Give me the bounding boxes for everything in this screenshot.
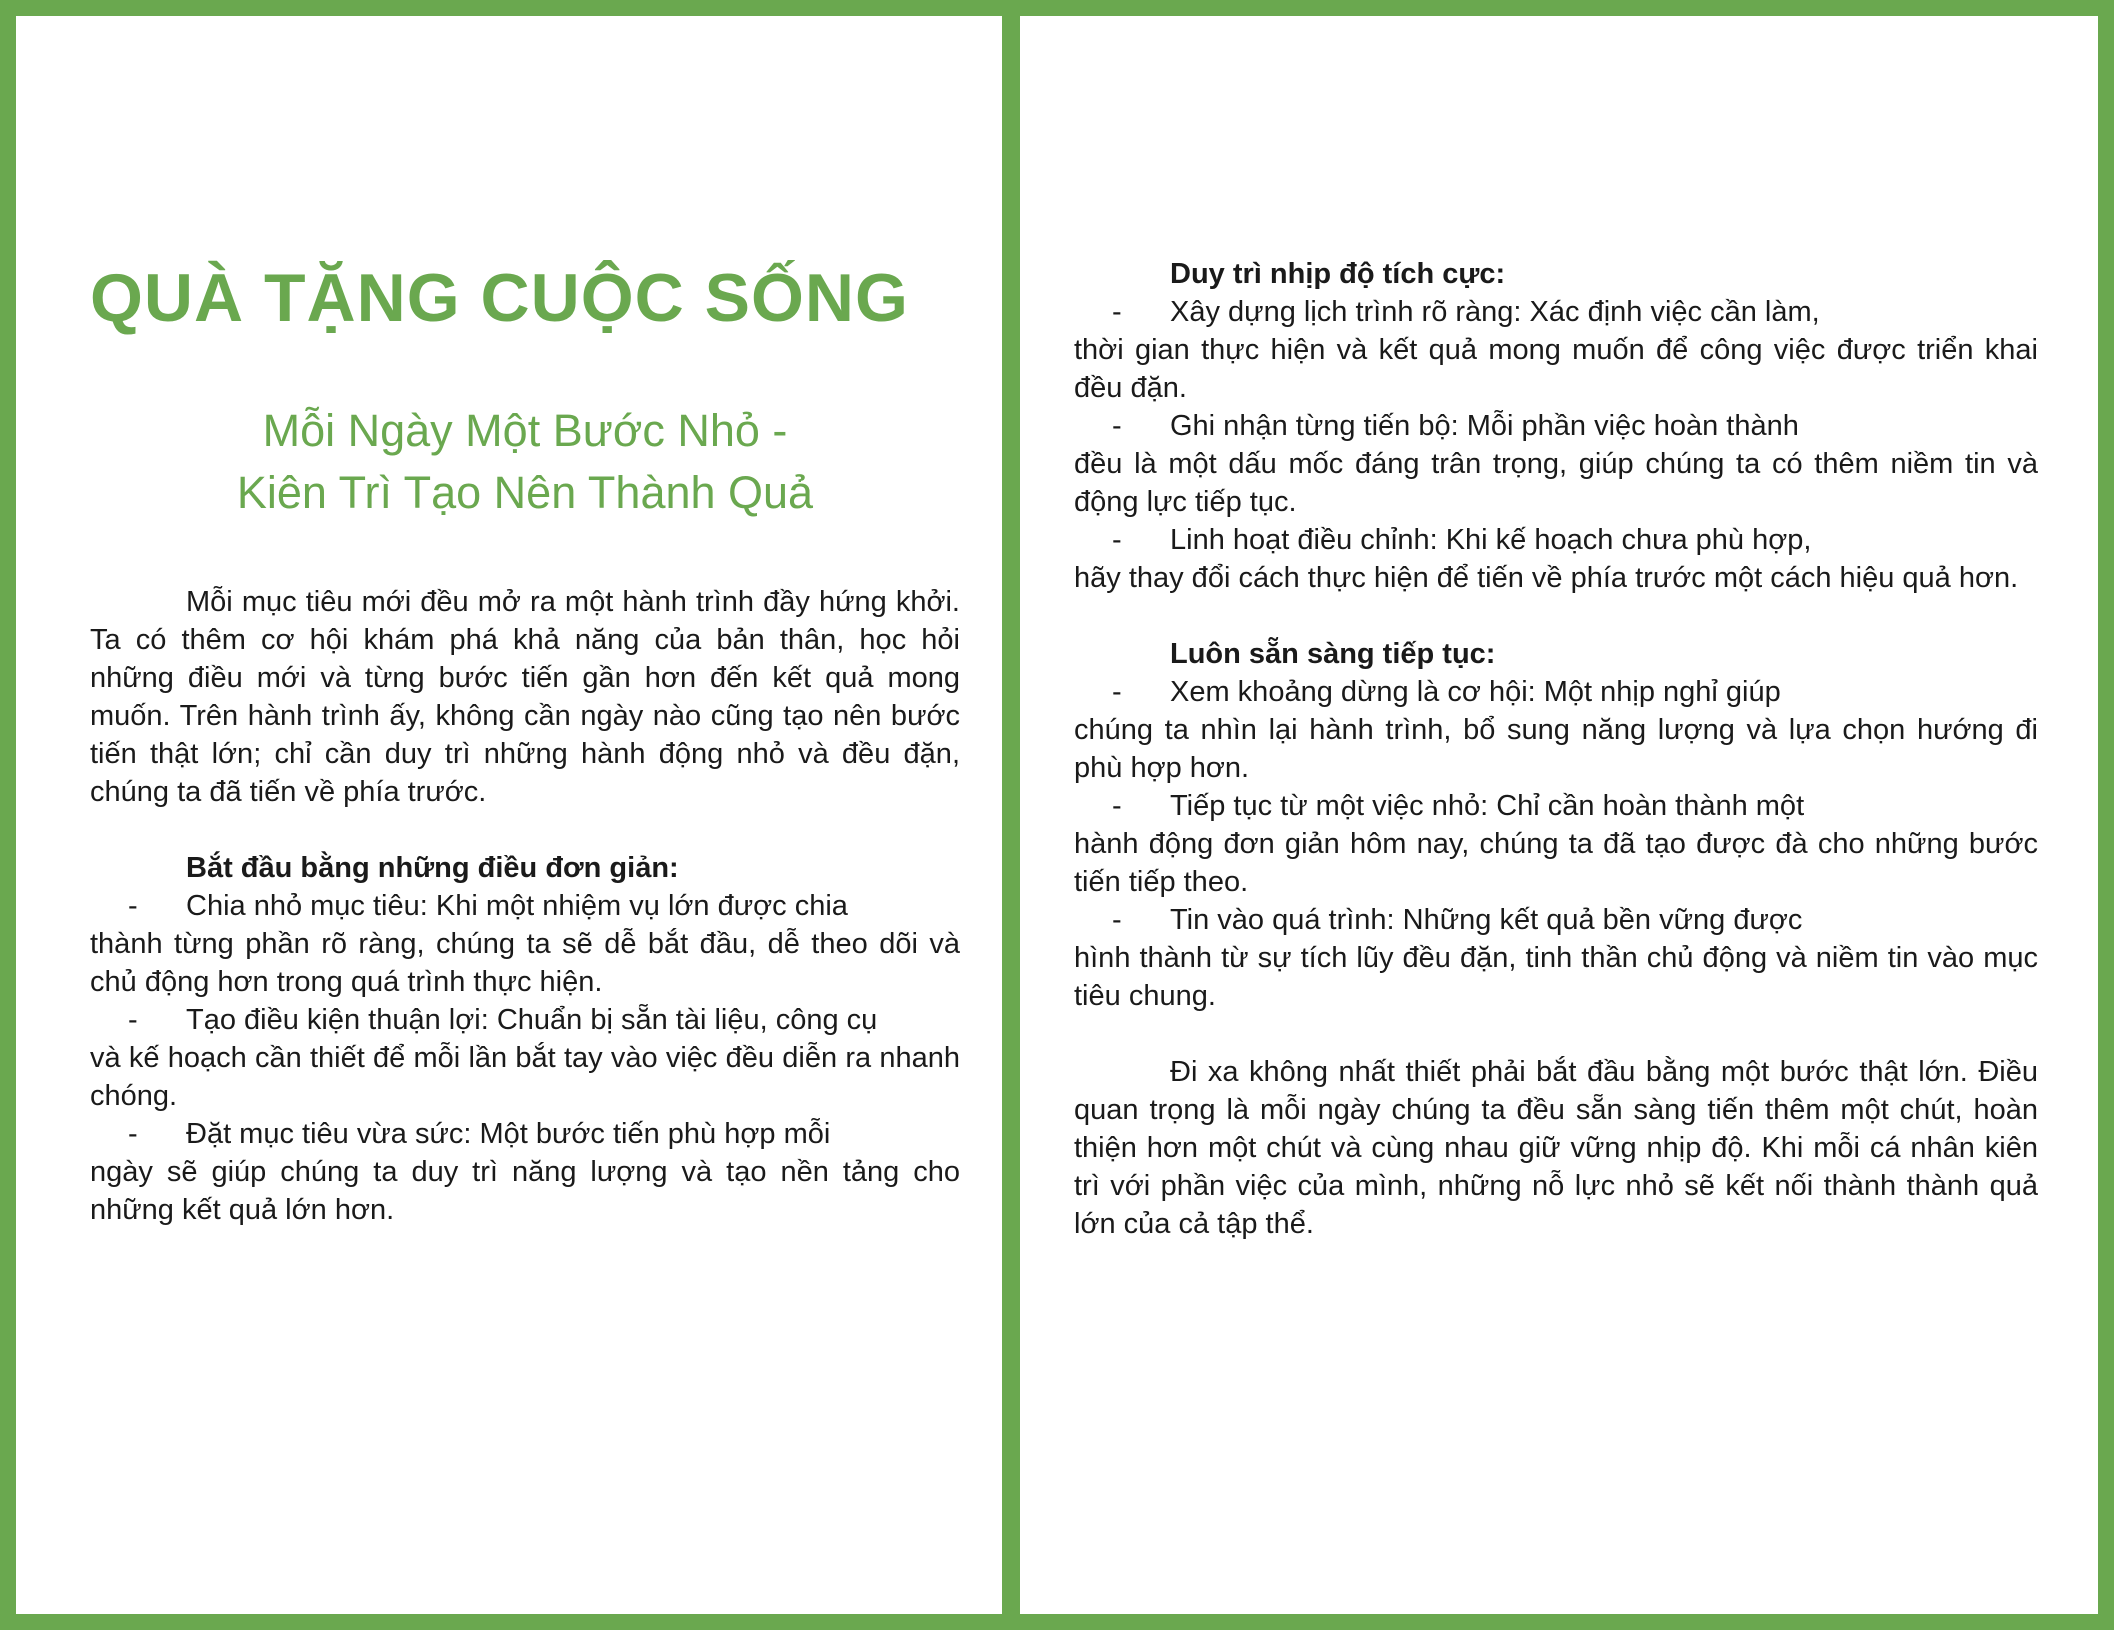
right-page: [1020, 16, 2098, 1614]
bullet-dash: -: [128, 1004, 138, 1036]
bullet-lead-text: Xem khoảng dừng là cơ hội: Một nhịp nghỉ giúp: [1170, 676, 1781, 708]
bullet-body-text: và kế hoạch cần thiết để mỗi lần bắt tay vào việc đều diễn ra nhanh chóng.: [90, 1042, 960, 1112]
closing-paragraph: Đi xa không nhất thiết phải bắt đầu bằng một bước thật lớn. Điều quan trọng là mỗi ngày chúng ta đều sẵn sàng tiến thêm một chút, hoàn thiện hơn một chút và cùng nhau giữ vững nhịp độ. Khi mỗi cá nhân kiên trì với phần việc của mình, những nỗ lực nhỏ sẽ kết nối thành thành quả lớn của cả tập thể.: [1074, 1056, 2038, 1240]
spacer: [1074, 1015, 2038, 1053]
bullet-item: [1074, 673, 2038, 787]
bullet-body-text: chúng ta nhìn lại hành trình, bổ sung năng lượng và lựa chọn hướng đi phù hợp hơn.: [1074, 714, 2038, 784]
bullet-body-text: hành động đơn giản hôm nay, chúng ta đã tạo được đà cho những bước tiến tiếp theo.: [1074, 828, 2038, 898]
bullet-item: [90, 1001, 960, 1115]
subtitle-line-1: Mỗi Ngày Một Bước Nhỏ -: [262, 405, 788, 456]
spacer: [1074, 597, 2038, 635]
bullet-lead-text: Linh hoạt điều chỉnh: Khi kế hoạch chưa phù hợp,: [1170, 524, 1812, 556]
section-heading-keep-pace: Duy trì nhịp độ tích cực:: [1170, 258, 1506, 290]
bullet-body-text: thành từng phần rõ ràng, chúng ta sẽ dễ bắt đầu, dễ theo dõi và chủ động hơn trong quá trình thực hiện.: [90, 928, 960, 998]
left-body: [90, 583, 960, 1229]
page-title: QUÀ TẶNG CUỘC SỐNG: [90, 260, 909, 336]
bullet-dash: -: [1112, 296, 1122, 328]
intro-paragraph: Mỗi mục tiêu mới đều mở ra một hành trình đầy hứng khởi. Ta có thêm cơ hội khám phá khả năng của bản thân, học hỏi những điều mới và từng bước tiến gần hơn đến kết quả mong muốn. Trên hành trình ấy, không cần ngày nào cũng tạo nên bước tiến thật lớn; chỉ cần duy trì những hành động nhỏ và đều đặn, chúng ta đã tiến về phía trước.: [90, 586, 960, 808]
bullet-item: [1074, 407, 2038, 521]
bullet-body-text: ngày sẽ giúp chúng ta duy trì năng lượng và tạo nền tảng cho những kết quả lớn hơn.: [90, 1156, 960, 1226]
right-body: [1074, 255, 2038, 1243]
bullet-dash: -: [128, 890, 138, 922]
bullet-body-text: đều là một dấu mốc đáng trân trọng, giúp chúng ta có thêm niềm tin và động lực tiếp tục.: [1074, 448, 2038, 518]
bullet-item: [1074, 901, 2038, 1015]
bullet-dash: -: [1112, 904, 1122, 936]
bullet-lead-text: Tin vào quá trình: Những kết quả bền vững được: [1170, 904, 1803, 936]
bullet-item: [1074, 787, 2038, 901]
bullet-dash: -: [128, 1118, 138, 1150]
bullet-dash: -: [1112, 410, 1122, 442]
bullet-body-text: thời gian thực hiện và kết quả mong muốn để công việc được triển khai đều đặn.: [1074, 334, 2038, 404]
bullet-lead-text: Tạo điều kiện thuận lợi: Chuẩn bị sẵn tài liệu, công cụ: [186, 1004, 878, 1036]
bullet-dash: -: [1112, 790, 1122, 822]
bullet-body-text: hãy thay đổi cách thực hiện để tiến về phía trước một cách hiệu quả hơn.: [1074, 562, 2019, 594]
bullet-item: [90, 887, 960, 1001]
bullet-lead-text: Đặt mục tiêu vừa sức: Một bước tiến phù hợp mỗi: [186, 1118, 831, 1150]
section-heading-ready-continue: Luôn sẵn sàng tiếp tục:: [1170, 638, 1496, 670]
page-subtitle: [90, 400, 960, 524]
bullet-lead-text: Ghi nhận từng tiến bộ: Mỗi phần việc hoàn thành: [1170, 410, 1799, 442]
spacer: [90, 811, 960, 849]
bullet-dash: -: [1112, 676, 1122, 708]
bullet-item: [1074, 521, 2038, 597]
bullet-lead-text: Xây dựng lịch trình rõ ràng: Xác định việc cần làm,: [1170, 296, 1820, 328]
left-page: [16, 16, 1002, 1614]
bullet-lead-text: Chia nhỏ mục tiêu: Khi một nhiệm vụ lớn được chia: [186, 890, 848, 922]
bullet-item: [1074, 293, 2038, 407]
bullet-item: [90, 1115, 960, 1229]
section-heading-start-simple: Bắt đầu bằng những điều đơn giản:: [186, 852, 679, 884]
bullet-body-text: hình thành từ sự tích lũy đều đặn, tinh thần chủ động và niềm tin vào mục tiêu chung.: [1074, 942, 2038, 1012]
bullet-lead-text: Tiếp tục từ một việc nhỏ: Chỉ cần hoàn thành một: [1170, 790, 1805, 822]
bullet-dash: -: [1112, 524, 1122, 556]
subtitle-line-2: Kiên Trì Tạo Nên Thành Quả: [236, 467, 814, 518]
